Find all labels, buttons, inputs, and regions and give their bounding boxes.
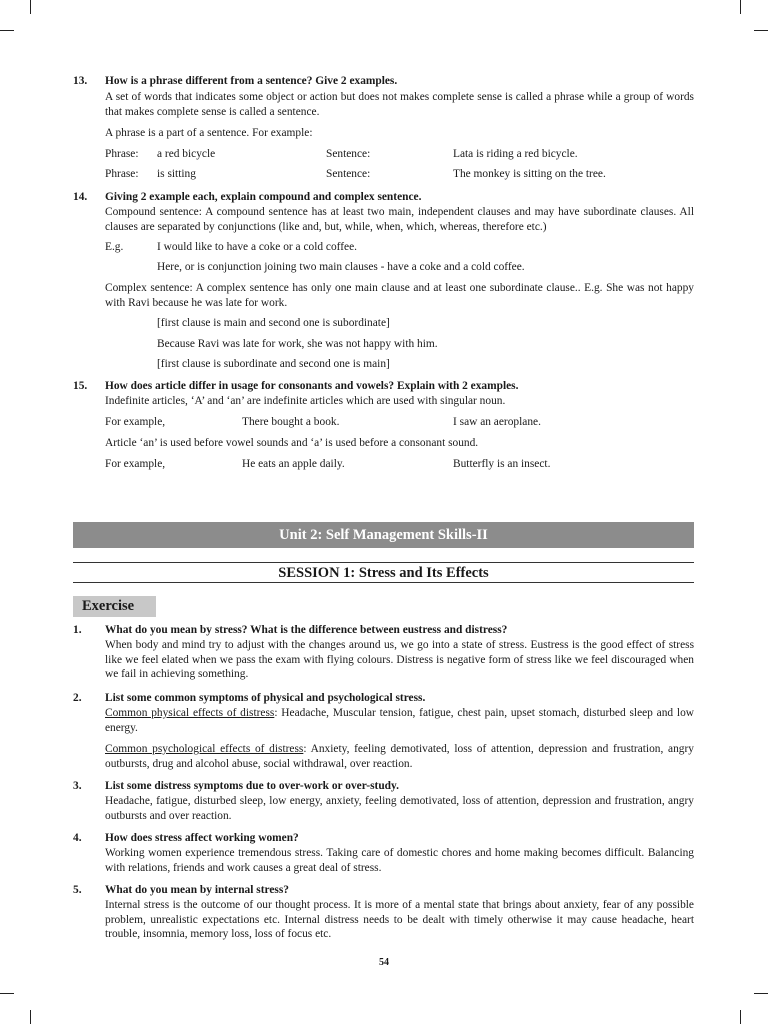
crop-mark [740, 1010, 741, 1024]
question-title: What do you mean by stress? What is the difference between eustress and distress? [105, 624, 508, 636]
example-phrase: is sitting [157, 168, 196, 180]
question-number: 15. [73, 380, 88, 392]
answer-paragraph: When body and mind try to adjust with the changes around us, we go into a state of stress. Eustress is the good effect of stress like we feel elated when we pass the exam with flying colours. Distress is negative form of stress like we feel discouraged when we fail in achieving something. [105, 639, 694, 681]
crop-mark [754, 30, 768, 31]
example-phrase-label: Phrase: [105, 168, 139, 180]
question-number: 3. [73, 780, 82, 792]
question-number: 2. [73, 692, 82, 704]
crop-mark [754, 993, 768, 994]
divider [73, 562, 694, 563]
answer-paragraph: Internal stress is the outcome of our thought process. It is more of a mental state that brings about anxiety, fear of any possible problem, unrealistic expectations etc. Internal distress needs to be dealt with timely otherwise it may cause headache, heart trouble, insomnia, memory loss, loss of focus etc. [105, 899, 694, 941]
question-number: 4. [73, 832, 82, 844]
answer-line: Article ‘an’ is used before vowel sounds and ‘a’ is used before a consonant sound. [105, 437, 479, 449]
answer-paragraph: Working women experience tremendous stress. Taking care of domestic chores and home making becomes difficult. Balancing with relations, friends and work causes a great deal of stress. [105, 847, 694, 874]
exercise-heading: Exercise [73, 596, 156, 617]
example-sentence: Lata is riding a red bicycle. [453, 148, 578, 160]
example-sentence: The monkey is sitting on the tree. [453, 168, 606, 180]
psychological-effects-label: Common psychological effects of distress [105, 743, 304, 755]
example-line: Because Ravi was late for work, she was not happy with him. [157, 338, 438, 350]
example-line: I saw an aeroplane. [453, 416, 541, 428]
crop-mark [30, 1010, 31, 1024]
session-title: SESSION 1: Stress and Its Effects [278, 565, 489, 581]
question-title: List some common symptoms of physical and psychological stress. [105, 692, 426, 704]
answer-paragraph: Headache, fatigue, disturbed sleep, low energy, anxiety, feeling demotivated, loss of attention, depression and frustration, angry outbursts and over reaction. [105, 795, 694, 822]
question-number: 14. [73, 191, 88, 203]
physical-effects-text: : Headache, Muscular tension, fatigue, chest pain, upset stomach, disturbed sleep and low energy. [105, 707, 694, 734]
example-label: For example, [105, 458, 166, 470]
example-line: [first clause is main and second one is subordinate] [157, 317, 390, 329]
question-number: 1. [73, 624, 82, 636]
question-title: How does article differ in usage for consonants and vowels? Explain with 2 examples. [105, 380, 519, 392]
question-title: Giving 2 example each, explain compound and complex sentence. [105, 191, 422, 203]
page-number: 54 [379, 957, 389, 968]
example-sentence-label: Sentence: [326, 168, 371, 180]
example-line: [first clause is subordinate and second one is main] [157, 358, 390, 370]
physical-effects-label: Common physical effects of distress [105, 707, 275, 719]
example-line: I would like to have a coke or a cold coffee. [157, 241, 357, 253]
example-label: E.g. [105, 241, 124, 253]
answer-line: A phrase is a part of a sentence. For example: [105, 127, 313, 139]
answer-line: Indefinite articles, ‘A’ and ‘an’ are indefinite articles which are used with singular noun. [105, 395, 506, 407]
example-sentence-label: Sentence: [326, 148, 371, 160]
answer-paragraph: A set of words that indicates some object or action but does not makes complete sense is called a phrase while a group of words that makes complete sense is called a sentence. [105, 91, 694, 118]
crop-mark [0, 993, 14, 994]
question-title: How is a phrase different from a sentence? Give 2 examples. [105, 75, 398, 87]
answer-paragraph: Compound sentence: A compound sentence has at least two main, independent clauses and may have subordinate clauses. All clauses are separated by conjunctions (like and, but, while, when, which, whereas, therefore etc.) [105, 206, 694, 233]
crop-mark [30, 0, 31, 14]
example-line: Here, or is conjunction joining two main clauses - have a coke and a cold coffee. [157, 261, 525, 273]
example-line: There bought a book. [242, 416, 340, 428]
question-number: 13. [73, 75, 88, 87]
divider [73, 582, 694, 583]
question-number: 5. [73, 884, 82, 896]
example-phrase-label: Phrase: [105, 148, 139, 160]
example-phrase: a red bicycle [157, 148, 216, 160]
answer-paragraph [105, 742, 694, 771]
example-line: He eats an apple daily. [242, 458, 345, 470]
answer-paragraph: Complex sentence: A complex sentence has only one main clause and at least one subordinate clause.. E.g. She was not happy with Ravi because he was late for work. [105, 282, 694, 309]
crop-mark [0, 30, 14, 31]
example-label: For example, [105, 416, 166, 428]
psychological-effects-text: : Anxiety, feeling demotivated, loss of attention, depression and frustration, angry outbursts, drug and alcohol abuse, social withdrawal, over reaction. [105, 743, 694, 770]
question-title: What do you mean by internal stress? [105, 884, 289, 896]
unit-title: Unit 2: Self Management Skills-II [73, 522, 694, 548]
answer-paragraph [105, 706, 694, 735]
question-title: How does stress affect working women? [105, 832, 299, 844]
question-title: List some distress symptoms due to over-work or over-study. [105, 780, 399, 792]
crop-mark [740, 0, 741, 14]
example-line: Butterfly is an insect. [453, 458, 551, 470]
